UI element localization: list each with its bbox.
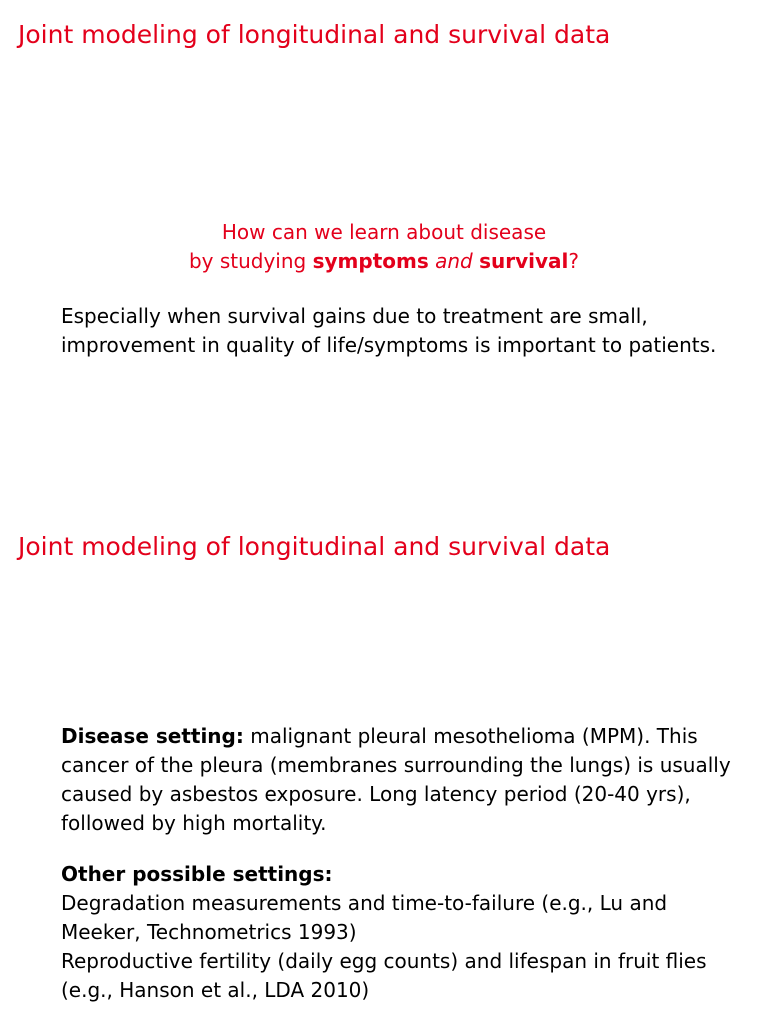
- question-prefix: by studying: [188, 249, 313, 273]
- slide-title: Joint modeling of longitudinal and survival data: [18, 532, 611, 561]
- paragraph-line: [61, 722, 751, 751]
- disease-setting-text: malignant pleural mesothelioma (MPM). This: [243, 724, 698, 748]
- paragraph-line: cancer of the pleura (membranes surrounding the lungs) is usually: [61, 753, 731, 777]
- question-survival: survival: [479, 249, 569, 273]
- paragraph-line: Especially when survival gains due to treatment are small,: [61, 304, 648, 328]
- paragraph-line: improvement in quality of life/symptoms is important to patients.: [61, 333, 717, 357]
- paragraph-line: Reproductive fertility (daily egg counts) and lifespan in fruit flies: [61, 949, 707, 973]
- paragraph-line: Meeker, Technometrics 1993): [61, 920, 357, 944]
- question: [0, 218, 768, 276]
- other-settings-paragraph: [61, 860, 751, 1005]
- question-line-1: How can we learn about disease: [221, 220, 547, 244]
- paragraph-line: Degradation measurements and time-to-failure (e.g., Lu and: [61, 891, 668, 915]
- other-settings-label-text: Other possible settings:: [61, 862, 333, 886]
- paragraph-line: caused by asbestos exposure. Long latency period (20-40 yrs),: [61, 782, 691, 806]
- question-mark: ?: [568, 249, 580, 273]
- paragraph-line: (e.g., Hanson et al., LDA 2010): [61, 978, 370, 1002]
- motivation-paragraph: [61, 302, 751, 360]
- slide-title: Joint modeling of longitudinal and survival data: [18, 20, 611, 49]
- other-settings-label: [61, 860, 751, 889]
- question-line-2: [0, 247, 768, 276]
- question-symptoms: symptoms: [312, 249, 429, 273]
- paragraph-line: followed by high mortality.: [61, 811, 327, 835]
- disease-setting-label: Disease setting:: [61, 724, 244, 748]
- disease-setting-paragraph: [61, 722, 751, 838]
- question-and: and: [435, 249, 473, 273]
- slide-2: [0, 512, 768, 1024]
